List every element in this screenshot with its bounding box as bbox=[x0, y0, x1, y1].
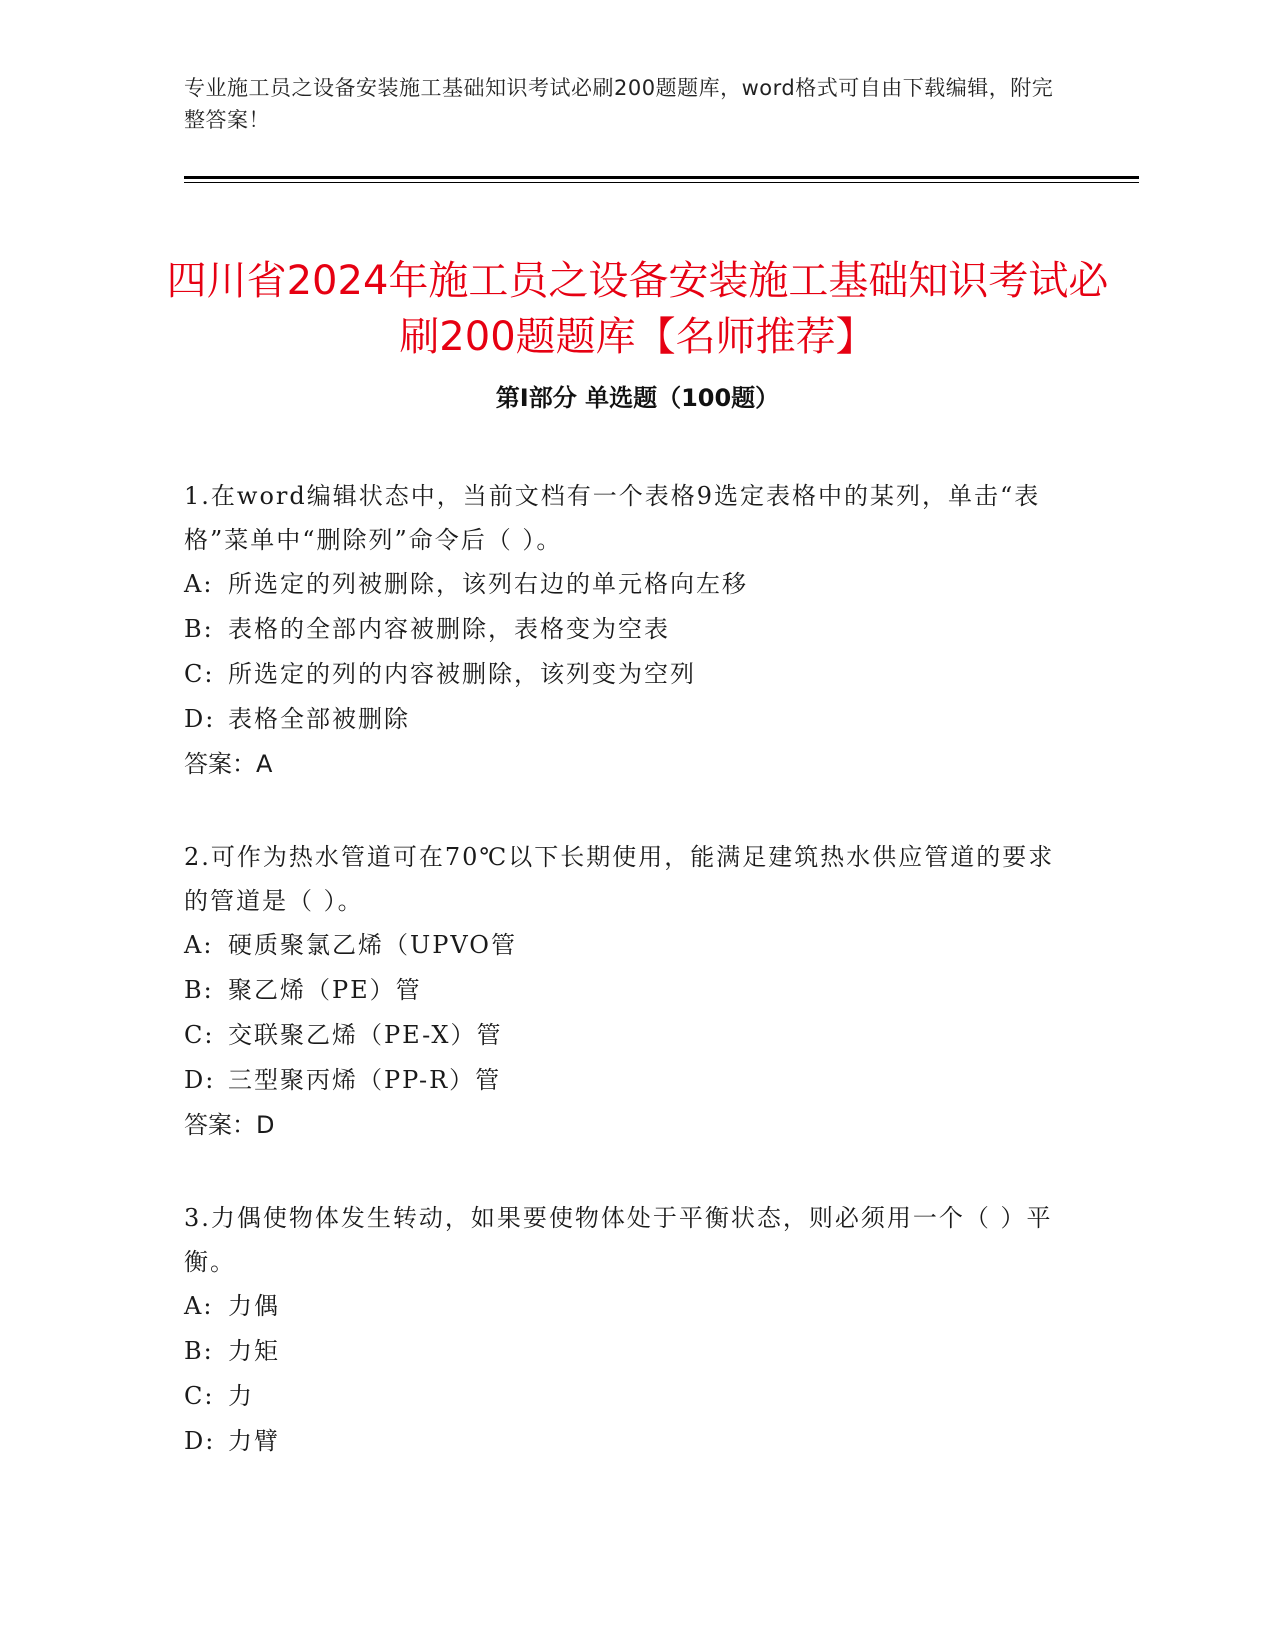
option-text: 力臂 bbox=[228, 1427, 280, 1455]
option-text: 表格全部被删除 bbox=[228, 705, 410, 733]
header-rule-thin bbox=[184, 182, 1139, 183]
option-letter: B: bbox=[184, 976, 214, 1004]
question-list bbox=[184, 474, 1064, 1512]
option-text: 表格的全部内容被删除，表格变为空表 bbox=[228, 615, 670, 643]
question-stem: 1.在word编辑状态中，当前文档有一个表格9选定表格中的某列，单击“表格”菜单中“删除列”命令后（ ）。 bbox=[184, 482, 1041, 554]
option-b bbox=[184, 1329, 1064, 1374]
option-letter: C: bbox=[184, 1021, 215, 1049]
option-letter: A: bbox=[184, 570, 214, 598]
option-d bbox=[184, 1419, 1064, 1464]
header-note: 专业施工员之设备安装施工基础知识考试必刷200题题库，word格式可自由下载编辑，附完整答案！ bbox=[184, 76, 1054, 132]
header-rule-thick bbox=[184, 176, 1139, 179]
option-d bbox=[184, 1058, 1064, 1103]
option-letter: D: bbox=[184, 1066, 216, 1094]
section-title: 第Ⅰ部分 单选题（100题） bbox=[495, 384, 780, 412]
option-b bbox=[184, 968, 1064, 1013]
question-1 bbox=[184, 474, 1064, 787]
document-title: 四川省2024年施工员之设备安装施工基础知识考试必刷200题题库【名师推荐】 bbox=[166, 257, 1109, 360]
option-a bbox=[184, 562, 1064, 607]
option-text: 力偶 bbox=[228, 1292, 280, 1320]
option-letter: B: bbox=[184, 1337, 214, 1365]
option-text: 硬质聚氯乙烯（UPVO管 bbox=[228, 931, 517, 959]
option-text: 聚乙烯（PE）管 bbox=[228, 976, 422, 1004]
option-letter: D: bbox=[184, 1427, 216, 1455]
option-letter: A: bbox=[184, 1292, 214, 1320]
option-text: 力 bbox=[228, 1382, 254, 1410]
option-letter: C: bbox=[184, 1382, 215, 1410]
option-text: 三型聚丙烯（PP-R）管 bbox=[228, 1066, 502, 1094]
option-text: 所选定的列的内容被删除，该列变为空列 bbox=[228, 660, 696, 688]
option-d bbox=[184, 697, 1064, 742]
option-c bbox=[184, 1013, 1064, 1058]
answer-line: 答案：D bbox=[184, 1111, 275, 1139]
option-text: 所选定的列被删除，该列右边的单元格向左移 bbox=[228, 570, 748, 598]
question-2 bbox=[184, 835, 1064, 1148]
question-3 bbox=[184, 1196, 1064, 1464]
option-letter: B: bbox=[184, 615, 214, 643]
option-letter: A: bbox=[184, 931, 214, 959]
option-letter: D: bbox=[184, 705, 216, 733]
option-text: 交联聚乙烯（PE-X）管 bbox=[228, 1021, 503, 1049]
question-stem: 2.可作为热水管道可在70℃以下长期使用，能满足建筑热水供应管道的要求的管道是（ ）。 bbox=[184, 843, 1055, 915]
option-a bbox=[184, 923, 1064, 968]
option-c bbox=[184, 652, 1064, 697]
option-c bbox=[184, 1374, 1064, 1419]
question-stem: 3.力偶使物体发生转动，如果要使物体处于平衡状态，则必须用一个（ ）平衡。 bbox=[184, 1204, 1053, 1276]
option-a bbox=[184, 1284, 1064, 1329]
answer-line: 答案：A bbox=[184, 750, 273, 778]
option-letter: C: bbox=[184, 660, 215, 688]
option-text: 力矩 bbox=[228, 1337, 280, 1365]
option-b bbox=[184, 607, 1064, 652]
